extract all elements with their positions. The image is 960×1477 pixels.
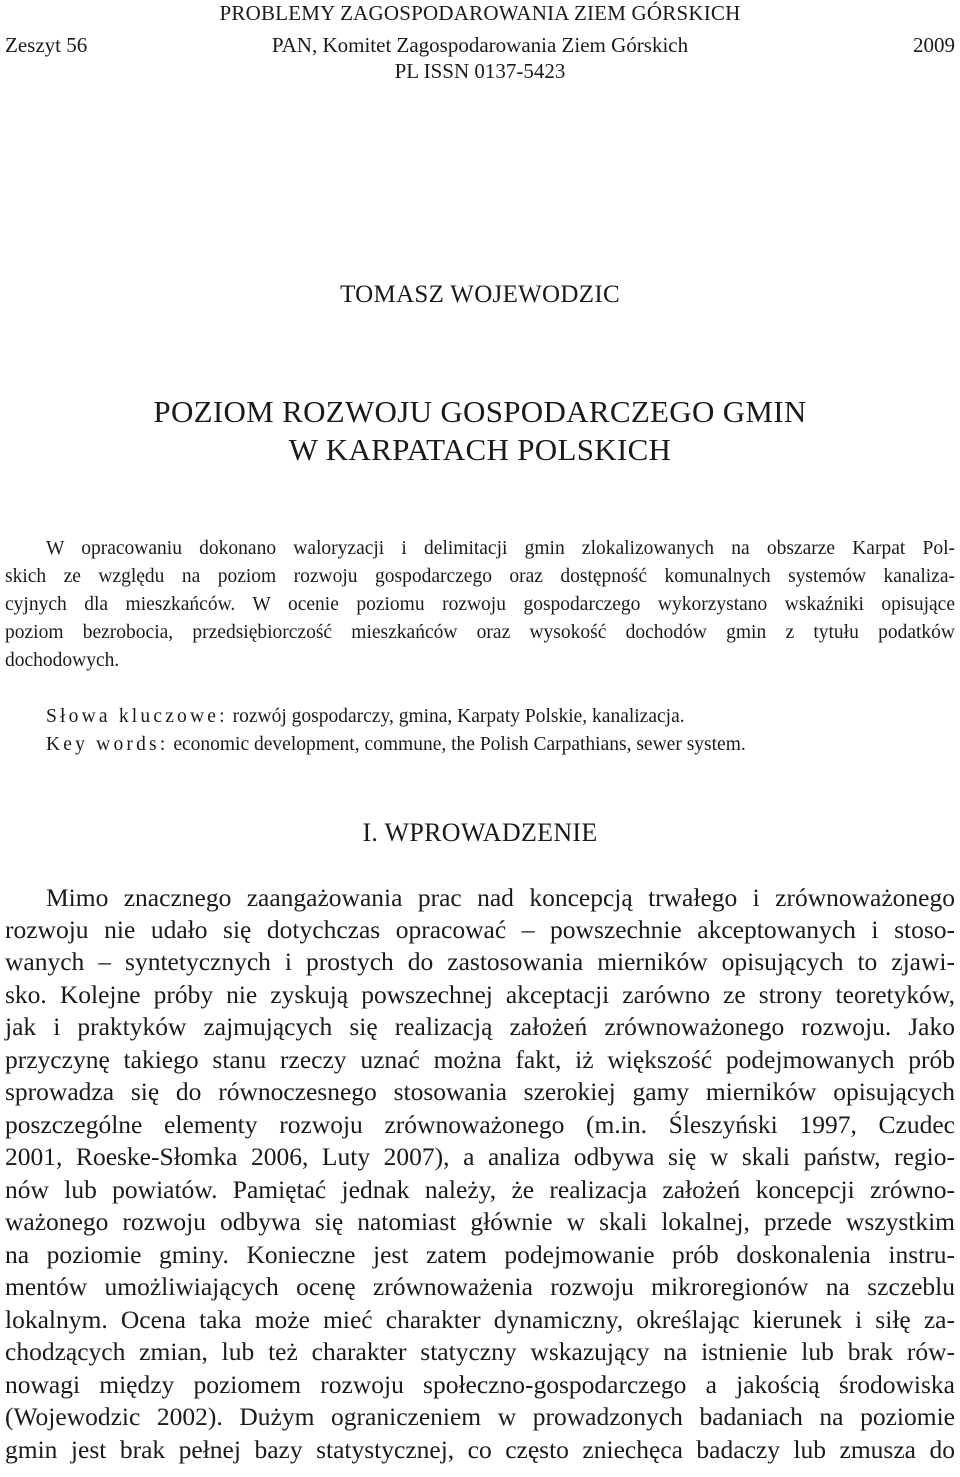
keywords-en-text: economic development, commune, the Polish Carpathians, sewer system. xyxy=(168,734,746,755)
journal-year: 2009 xyxy=(913,33,955,57)
abstract-line: poziom bezrobocia, przedsiębiorczość mieszkańców oraz wysokość dochodów gmin z tytułu podatków xyxy=(5,622,955,643)
article-title-line: W KARPATACH POLSKICH xyxy=(288,432,672,467)
body-line: na poziomie gminy. Konieczne jest zatem podejmowanie prób doskonalenia instru- xyxy=(5,1240,955,1269)
keywords-pl xyxy=(46,705,685,729)
section-heading: I. WPROWADZENIE xyxy=(362,818,598,847)
body-line: gmin jest brak pełnej bazy statystycznej, co często zniechęca badaczy lub zmusza do xyxy=(5,1435,955,1464)
article-author: TOMASZ WOJEWODZIC xyxy=(340,281,620,308)
body-line: ważonego rozwoju odbywa się natomiast głównie w skali lokalnej, przede wszystkim xyxy=(5,1207,955,1236)
body-line: rozwoju nie udało się dotychczas opracować – powszechnie akceptowanych i stoso- xyxy=(5,915,955,944)
body-line: mentów umożliwiających ocenę zrównoważenia rozwoju mikroregionów na szczeblu xyxy=(5,1272,955,1301)
body-line: Mimo znacznego zaangażowania prac nad koncepcją trwałego i zrównoważonego xyxy=(46,883,955,912)
body-line: poszczególne elementy rozwoju zrównoważonego (m.in. Śleszyński 1997, Czudec xyxy=(5,1110,955,1139)
abstract-line: skich ze względu na poziom rozwoju gospodarczego oraz dostępność komunalnych systemów kanaliza- xyxy=(5,566,955,587)
keywords-en-label: Key words: xyxy=(46,734,169,755)
body-line: nowagi między poziomem rozwoju społeczno-gospodarczego a jakością środowiska xyxy=(5,1370,955,1399)
body-line: (Wojewodzic 2002). Dużym ograniczeniem w prowadzonych badaniach na poziomie xyxy=(5,1402,955,1431)
abstract-line: cyjnych dla mieszkańców. W ocenie poziomu rozwoju gospodarczego wykorzystano wskaźniki opisujące xyxy=(5,594,955,615)
journal-series-title: PROBLEMY ZAGOSPODAROWANIA ZIEM GÓRSKICH xyxy=(219,1,741,25)
abstract-line: W opracowaniu dokonano waloryzacji i delimitacji gmin zlokalizowanych na obszarze Karpat Pol- xyxy=(46,538,955,559)
body-line: 2001, Roeske-Słomka 2006, Luty 2007), a analiza odbywa się w skali państw, regio- xyxy=(5,1142,955,1171)
body-line: lokalnym. Ocena taka może mieć charakter dynamiczny, określając kierunek i siłę za- xyxy=(5,1305,955,1334)
journal-issue: Zeszyt 56 xyxy=(5,33,88,57)
journal-issn: PL ISSN 0137-5423 xyxy=(394,59,566,83)
body-line: jak i praktyków zajmujących się realizacją założeń zrównoważonego rozwoju. Jako xyxy=(5,1012,955,1041)
body-line: nów lub powiatów. Pamiętać jednak należy, że realizacja założeń koncepcji zrówno- xyxy=(5,1175,955,1204)
abstract-line: dochodowych. xyxy=(5,650,120,671)
journal-publisher: PAN, Komitet Zagospodarowania Ziem Górskich xyxy=(271,33,689,57)
keywords-pl-label: Słowa kluczowe: xyxy=(46,706,228,727)
keywords-en xyxy=(46,733,746,757)
body-line: sprowadza się do równoczesnego stosowania szerokiej gamy mierników opisujących xyxy=(5,1077,955,1106)
article-title-line: POZIOM ROZWOJU GOSPODARCZEGO GMIN xyxy=(153,394,807,429)
body-line: przyczynę takiego stanu rzeczy uznać można fakt, iż większość podejmowanych prób xyxy=(5,1045,955,1074)
body-line: chodzących zmian, lub też charakter statyczny wskazujący na istnienie lub brak rów- xyxy=(5,1337,955,1366)
keywords-pl-text: rozwój gospodarczy, gmina, Karpaty Polskie, kanalizacja. xyxy=(227,706,685,727)
body-line: wanych – syntetycznych i prostych do zastosowania mierników opisujących to zjawi- xyxy=(5,947,955,976)
body-line: sko. Kolejne próby nie zyskują powszechnej akceptacji zarówno ze strony teoretyków, xyxy=(5,980,955,1009)
